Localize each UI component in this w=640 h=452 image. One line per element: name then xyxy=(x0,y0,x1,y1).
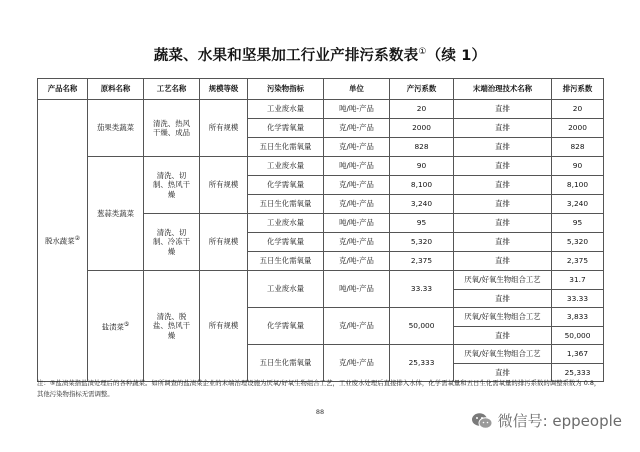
pollutant-cell: 五日生化需氧量 xyxy=(248,195,324,214)
unit-cell: 吨/吨-产品 xyxy=(324,100,390,119)
treatment-tech-cell: 直排 xyxy=(454,157,552,176)
treatment-tech-cell: 直排 xyxy=(454,176,552,195)
unit-cell: 克/吨-产品 xyxy=(324,176,390,195)
discharge-coef-cell: 2,375 xyxy=(552,252,604,271)
header-product: 产品名称 xyxy=(38,79,88,100)
pollutant-cell: 工业废水量 xyxy=(248,271,324,308)
produce-coef-cell: 50,000 xyxy=(390,308,454,345)
header-treatment-tech: 末端治理技术名称 xyxy=(454,79,552,100)
page-number: 88 xyxy=(315,408,325,416)
wechat-icon xyxy=(471,412,493,430)
process-cell: 清洗、切制、热风干燥 xyxy=(144,157,200,214)
treatment-tech-cell: 直排 xyxy=(454,138,552,157)
produce-coef-cell: 20 xyxy=(390,100,454,119)
unit-cell: 吨/吨-产品 xyxy=(324,271,390,308)
pollutant-cell: 化学需氧量 xyxy=(248,176,324,195)
produce-coef-cell: 3,240 xyxy=(390,195,454,214)
material-name: 盐渍菜 xyxy=(101,322,124,332)
treatment-tech-cell: 直排 xyxy=(454,326,552,345)
discharge-coef-cell: 5,320 xyxy=(552,233,604,252)
discharge-coef-cell: 50,000 xyxy=(552,326,604,345)
treatment-tech-cell: 直排 xyxy=(454,119,552,138)
emission-coefficient-table xyxy=(37,78,604,382)
discharge-coef-cell: 90 xyxy=(552,157,604,176)
produce-coef-cell: 5,320 xyxy=(390,233,454,252)
unit-cell: 克/吨-产品 xyxy=(324,119,390,138)
discharge-coef-cell: 95 xyxy=(552,214,604,233)
discharge-coef-cell: 828 xyxy=(552,138,604,157)
unit-cell: 克/吨-产品 xyxy=(324,233,390,252)
treatment-tech-cell: 直排 xyxy=(454,233,552,252)
discharge-coef-cell: 25,333 xyxy=(552,363,604,382)
discharge-coef-cell: 3,833 xyxy=(552,308,604,327)
pollutant-cell: 化学需氧量 xyxy=(248,233,324,252)
produce-coef-cell: 95 xyxy=(390,214,454,233)
produce-coef-cell: 25,333 xyxy=(390,345,454,382)
header-unit: 单位 xyxy=(324,79,390,100)
watermark-text: 微信号: eppeople xyxy=(497,412,622,430)
material-footnote-mark: ⑤ xyxy=(123,320,130,328)
table-row xyxy=(38,271,604,290)
header-pollutant: 污染物指标 xyxy=(248,79,324,100)
product-cell xyxy=(38,100,88,382)
product-name: 脱水蔬菜 xyxy=(45,236,75,246)
treatment-tech-cell: 直排 xyxy=(454,100,552,119)
produce-coef-cell: 2,375 xyxy=(390,252,454,271)
discharge-coef-cell: 33.33 xyxy=(552,289,604,308)
title-suffix: （续 1） xyxy=(426,48,487,64)
process-cell: 清洗、脱盐、热风干燥 xyxy=(144,271,200,382)
treatment-tech-cell: 直排 xyxy=(454,195,552,214)
discharge-coef-cell: 31.7 xyxy=(552,271,604,290)
pollutant-cell: 工业废水量 xyxy=(248,100,324,119)
treatment-tech-cell: 厌氧/好氧生物组合工艺 xyxy=(454,345,552,364)
produce-coef-cell: 33.33 xyxy=(390,271,454,308)
unit-cell: 克/吨-产品 xyxy=(324,345,390,382)
title-footnote-mark: ① xyxy=(418,47,427,58)
unit-cell: 克/吨-产品 xyxy=(324,252,390,271)
process-cell: 清洗、热风干燥、成品 xyxy=(144,100,200,157)
scale-cell: 所有规模 xyxy=(200,214,248,271)
process-cell: 清洗、切制、冷冻干燥 xyxy=(144,214,200,271)
header-discharge-coef: 排污系数 xyxy=(552,79,604,100)
watermark xyxy=(471,410,622,431)
treatment-tech-cell: 直排 xyxy=(454,289,552,308)
pollutant-cell: 工业废水量 xyxy=(248,214,324,233)
pollutant-cell: 五日生化需氧量 xyxy=(248,252,324,271)
table-row xyxy=(38,157,604,176)
scale-cell: 所有规模 xyxy=(200,271,248,382)
pollutant-cell: 化学需氧量 xyxy=(248,119,324,138)
discharge-coef-cell: 1,367 xyxy=(552,345,604,364)
material-cell: 葱蒜类蔬菜 xyxy=(88,157,144,271)
title-text: 蔬菜、水果和坚果加工行业产排污系数表 xyxy=(153,48,419,64)
header-material: 原料名称 xyxy=(88,79,144,100)
table-footnote: 注：⑤盐渍菜指盐渍处理后的各种蔬菜。如所调查的盐渍菜企业的末端治理设施为厌氧/好氧生物组合工艺，工业废水处理后直接排入水体，化学需氧量和五日生化需氧量的排污系数的调整系数为 0.8，其他污染物指标无需调整。 xyxy=(37,379,601,398)
material-cell: 茄果类蔬菜 xyxy=(88,100,144,157)
produce-coef-cell: 90 xyxy=(390,157,454,176)
pollutant-cell: 化学需氧量 xyxy=(248,308,324,345)
unit-cell: 克/吨-产品 xyxy=(324,195,390,214)
header-process: 工艺名称 xyxy=(144,79,200,100)
unit-cell: 克/吨-产品 xyxy=(324,138,390,157)
pollutant-cell: 五日生化需氧量 xyxy=(248,345,324,382)
unit-cell: 吨/吨-产品 xyxy=(324,214,390,233)
unit-cell: 克/吨-产品 xyxy=(324,308,390,345)
scale-cell: 所有规模 xyxy=(200,100,248,157)
table-row xyxy=(38,100,604,119)
treatment-tech-cell: 直排 xyxy=(454,252,552,271)
produce-coef-cell: 2000 xyxy=(390,119,454,138)
discharge-coef-cell: 8,100 xyxy=(552,176,604,195)
produce-coef-cell: 828 xyxy=(390,138,454,157)
discharge-coef-cell: 20 xyxy=(552,100,604,119)
header-scale: 规模等级 xyxy=(200,79,248,100)
treatment-tech-cell: 直排 xyxy=(454,363,552,382)
produce-coef-cell: 8,100 xyxy=(390,176,454,195)
discharge-coef-cell: 2000 xyxy=(552,119,604,138)
header-produce-coef: 产污系数 xyxy=(390,79,454,100)
pollutant-cell: 工业废水量 xyxy=(248,157,324,176)
treatment-tech-cell: 厌氧/好氧生物组合工艺 xyxy=(454,308,552,327)
scale-cell: 所有规模 xyxy=(200,157,248,214)
product-footnote-mark: ② xyxy=(74,235,80,243)
page-title xyxy=(0,44,640,65)
pollutant-cell: 五日生化需氧量 xyxy=(248,138,324,157)
treatment-tech-cell: 直排 xyxy=(454,214,552,233)
discharge-coef-cell: 3,240 xyxy=(552,195,604,214)
treatment-tech-cell: 厌氧/好氧生物组合工艺 xyxy=(454,271,552,290)
table-header-row xyxy=(38,79,604,100)
material-cell xyxy=(88,271,144,382)
unit-cell: 吨/吨-产品 xyxy=(324,157,390,176)
